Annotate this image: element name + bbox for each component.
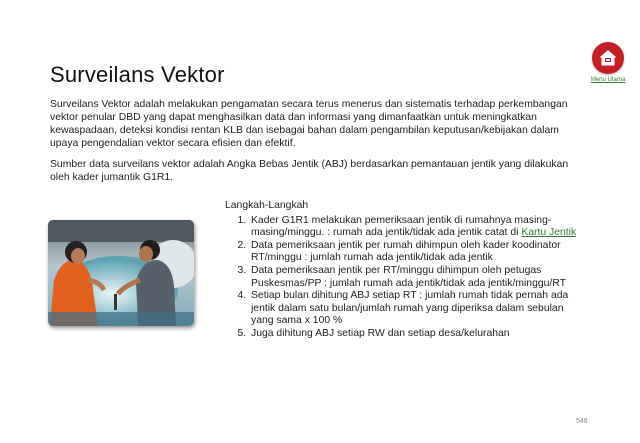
step-item [249, 215, 581, 240]
step-text: Kader G1R1 melakukan pemeriksaan jentik di rumahnya masing-masing/minggu. : rumah ada jentik/tidak ada jentik catat di [251, 214, 552, 239]
home-button[interactable] [586, 42, 630, 83]
home-label[interactable]: Menu Utama [590, 77, 626, 83]
home-icon[interactable] [592, 42, 624, 74]
steps-section [225, 200, 581, 341]
step-item [249, 240, 581, 265]
step-item [249, 328, 581, 341]
intro-paragraph: Surveilans Vektor adalah melakukan pengamatan secara terus menerus dan sistematis terhadap perkembangan vektor penular DBD yang dapat menghasilkan data dan informasi yang dimanfaatkan untuk meningkatkan kewaspadaan, deteksi kondisi rentan KLB dan isebagai bahan dalam pengambilan keputusan/kebijakan dalam upaya pengendalian vektor secara efisien dan efektif. [50, 99, 568, 149]
step-text: Setiap bulan dihitung ABJ setiap RT : jumlah rumah tidak pernah ada jentik dalam satu bulan/jumlah rumah yang diperiksa dalam sebulan yang sama x 100 % [251, 290, 569, 327]
step-text: Data pemeriksaan jentik per rumah dihimpun oleh kader koodinator RT/minggu : jumlah rumah ada jentik/tidak ada jentik [251, 239, 561, 264]
steps-list [225, 215, 581, 341]
steps-title: Langkah-Langkah [225, 200, 309, 211]
page-number: 548 [576, 418, 588, 425]
step-text: Juga dihitung ABJ setiap RW dan setiap desa/kelurahan [251, 327, 510, 339]
jumantik-photo [48, 220, 194, 326]
step-text: Data pemeriksaan jentik per RT/minggu dihimpun oleh petugas Puskesmas/PP : jumlah rumah ada jentik/tidak ada jentik/minggu/RT [251, 264, 566, 289]
step-item [249, 290, 581, 328]
slide-title: Surveilans Vektor [50, 62, 225, 87]
step-item [249, 265, 581, 290]
kartu-jentik-link[interactable]: Kartu Jentik [521, 227, 577, 239]
source-paragraph: Sumber data surveilans vektor adalah Angka Bebas Jentik (ABJ) berdasarkan pemantauan jentik yang dilakukan oleh kader jumantik G1R1. [50, 159, 569, 183]
